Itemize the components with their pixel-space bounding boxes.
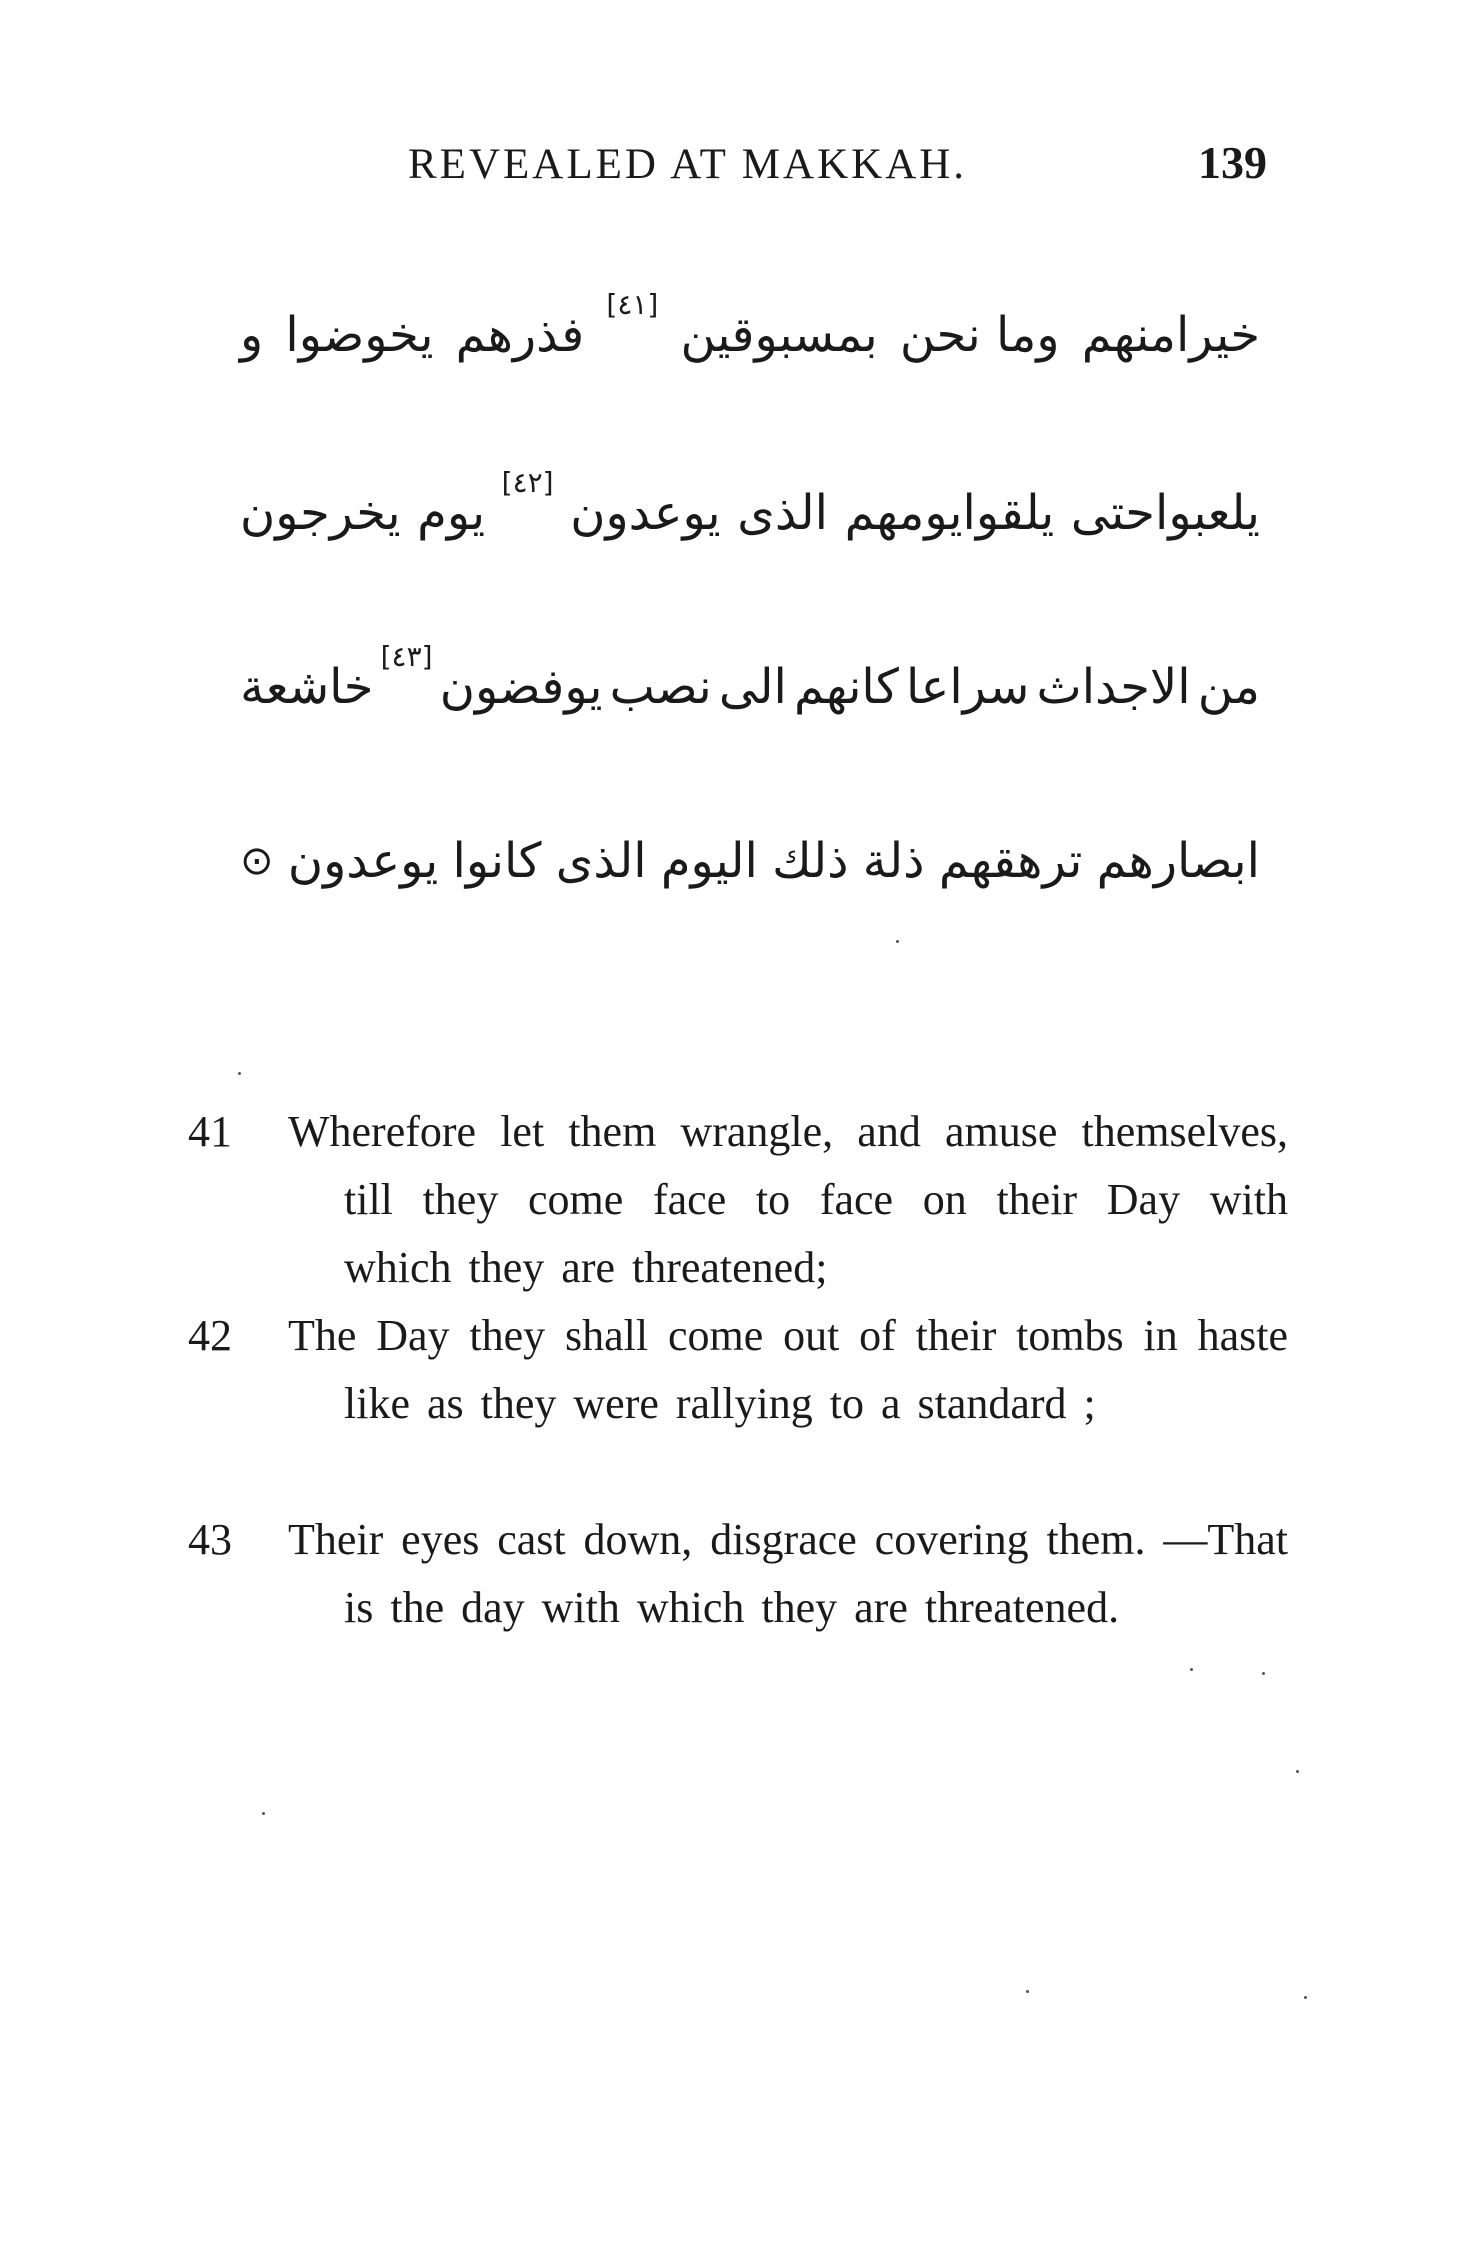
verse-marker-41: [٤١]	[606, 288, 659, 321]
arabic-word: يوعدون	[570, 485, 721, 541]
scan-speck	[1296, 1770, 1299, 1773]
verse-end-ornament: ⊙	[240, 838, 274, 884]
arabic-line-1	[240, 288, 1260, 370]
arabic-word: يلعبواحتى	[1070, 485, 1260, 541]
verse-number: 42	[188, 1311, 232, 1360]
page-number: 139	[1198, 137, 1267, 188]
arabic-word: يلقوايومهم	[844, 485, 1055, 541]
verse-text: Wherefore let them wrangle, and amuse themselves, till they come face to face on their Day with which they are threatened;	[288, 1107, 1288, 1292]
translation-verse-43	[188, 1506, 1288, 1642]
translation-verse-41	[188, 1098, 1288, 1302]
arabic-word: خاشعة	[240, 659, 374, 715]
arabic-word: ذلك	[772, 833, 849, 889]
arabic-word: و	[240, 307, 264, 363]
verse-number: 43	[188, 1515, 232, 1564]
arabic-word: يوم	[417, 485, 486, 541]
scan-speck	[1190, 1668, 1193, 1671]
scan-speck	[896, 940, 899, 943]
arabic-word: الذى	[737, 485, 828, 541]
arabic-word: سراعا	[906, 659, 1030, 715]
arabic-word: اليوم	[660, 833, 758, 889]
verse-text: Their eyes cast down, disgrace covering them. —That is the day with which they are threatened.	[288, 1515, 1288, 1632]
arabic-line-3	[240, 640, 1260, 722]
arabic-word: يوعدون	[287, 833, 439, 889]
scan-speck	[1026, 1990, 1029, 1993]
arabic-word: كانوا	[452, 833, 542, 889]
arabic-word: نصب	[609, 659, 712, 715]
arabic-word: ترهقهم	[938, 833, 1083, 889]
arabic-word: يخوضوا	[285, 307, 434, 363]
arabic-word: وما نحن	[899, 307, 1060, 363]
scan-speck	[238, 1072, 241, 1075]
arabic-word: فذرهم	[455, 307, 585, 363]
verse-marker-42: [٤٢]	[501, 466, 554, 499]
scan-speck	[1262, 1672, 1265, 1675]
arabic-word: يوفضون	[439, 659, 603, 715]
arabic-word: الاجداث	[1036, 659, 1191, 715]
arabic-word: الى	[718, 659, 787, 715]
arabic-word: ابصارهم	[1096, 833, 1260, 889]
arabic-line-4	[240, 826, 1260, 896]
arabic-line-2	[240, 466, 1260, 548]
arabic-word: بمسبوقين	[680, 307, 878, 363]
scan-speck	[262, 1812, 265, 1815]
verse-text: The Day they shall come out of their tombs in haste like as they were rallying to a standard ;	[288, 1311, 1288, 1428]
arabic-word: ذلة	[862, 833, 925, 889]
arabic-word: يخرجون	[240, 485, 401, 541]
arabic-word: من	[1197, 659, 1260, 715]
arabic-word: كانهم	[794, 659, 899, 715]
verse-number: 41	[188, 1107, 232, 1156]
scan-speck	[1304, 1996, 1307, 1999]
running-title: REVEALED AT MAKKAH.	[408, 141, 968, 188]
arabic-word: خيرامنهم	[1081, 307, 1260, 363]
arabic-word: الذى	[555, 833, 647, 889]
verse-marker-43: [٤٣]	[380, 640, 433, 673]
translation-verse-42	[188, 1302, 1288, 1438]
